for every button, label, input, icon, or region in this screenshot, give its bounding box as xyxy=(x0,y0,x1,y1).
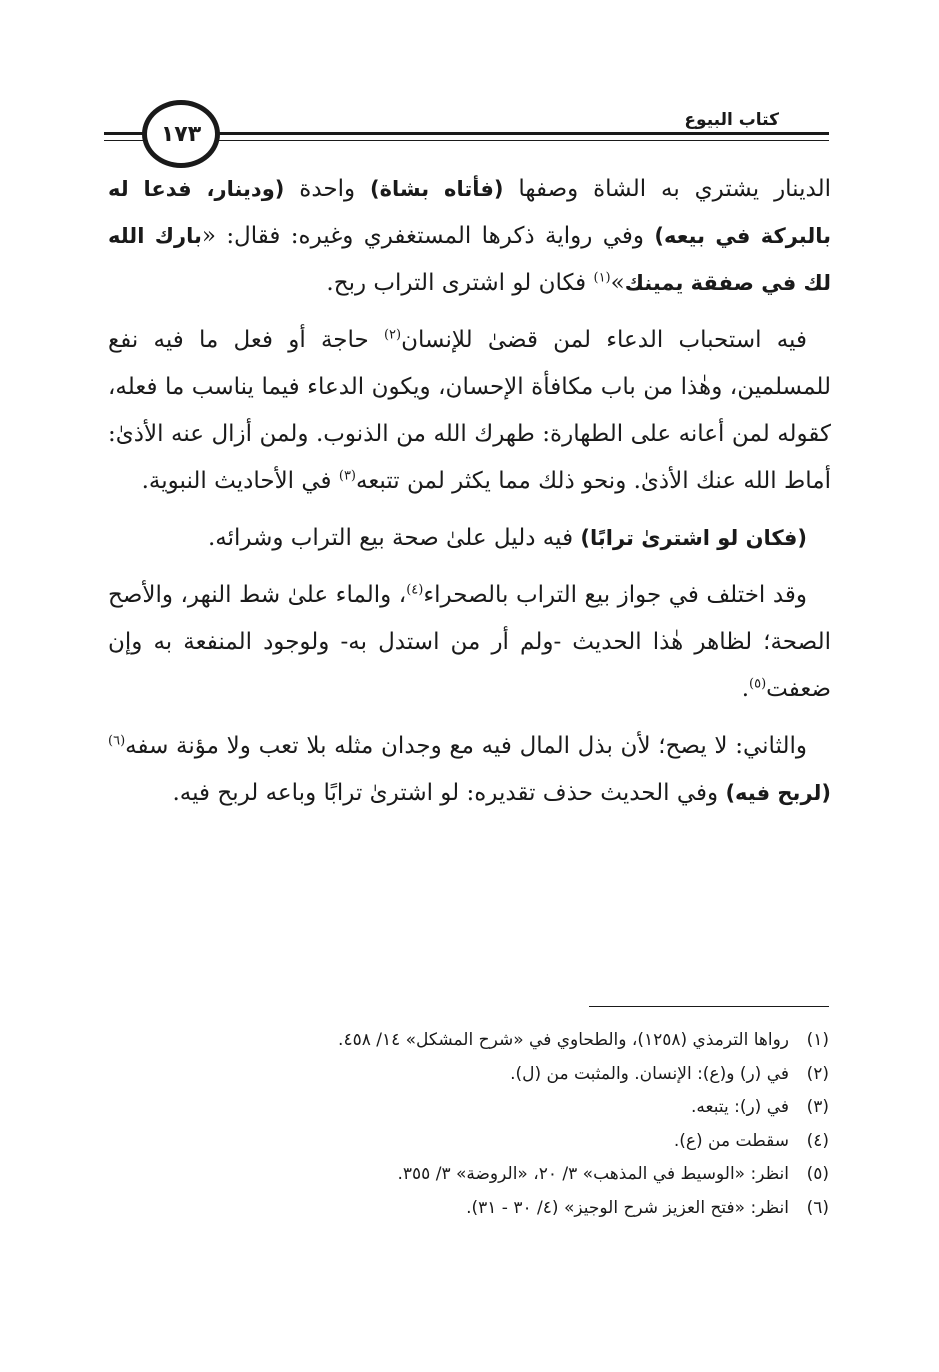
header-rule-top xyxy=(204,132,829,135)
text-span: ، والماء علىٰ شط النهر، والأصح الصحة؛ لظاهر هٰذا الحديث -ولم أر من استدل به- ولوجود المنفعة به وإن ضعفت xyxy=(108,582,831,702)
main-text xyxy=(108,166,831,827)
footnote-item xyxy=(109,1125,829,1159)
paragraph-2 xyxy=(108,317,831,505)
text-span: » xyxy=(610,270,625,296)
footnotes-list xyxy=(109,1024,829,1225)
footnote-text: انظر: «الوسيط في المذهب» ٣/ ٢٠، «الروضة» ٣/ ٣٥٥. xyxy=(397,1164,789,1184)
footnote-item xyxy=(109,1024,829,1058)
paragraph-3 xyxy=(108,515,831,562)
text-span: فيه دليل علىٰ صحة بيع التراب وشرائه. xyxy=(207,525,581,551)
bold-quote: (فكان لو اشترىٰ ترابًا) xyxy=(580,526,807,550)
text-span: فيه استحباب الدعاء لمن قضىٰ للإنسان xyxy=(401,327,807,353)
page-header xyxy=(104,98,829,170)
footnote-number: (٤) xyxy=(806,1130,829,1151)
footnote-number: (٣) xyxy=(806,1097,829,1117)
footnote-text: انظر: «فتح العزيز شرح الوجيز» (٤/ ٣٠ - ٣١). xyxy=(466,1197,789,1218)
text-span: وفي رواية ذكرها المستغفري وغيره: فقال: « xyxy=(201,223,655,249)
footnote-ref[interactable]: (٦) xyxy=(108,733,126,749)
chapter-title: كتاب البيوع xyxy=(678,110,785,130)
text-span: وقد اختلف في جواز بيع التراب بالصحراء xyxy=(423,582,807,608)
text-span: الدينار يشتري به الشاة وصفها xyxy=(503,176,831,202)
text-span: . xyxy=(741,676,749,702)
footnote-number: (٥) xyxy=(806,1164,829,1184)
text-span: في الأحاديث النبوية. xyxy=(141,468,339,494)
text-span: حاجة أو فعل ما فيه نفع للمسلمين، وهٰذا من باب مكافأة الإحسان، ويكون الدعاء فيما يناسب ما فعله، كقوله لمن أعانه على الطهارة: طهرك الله من الذنوب. ولمن أزال عنه الأذىٰ: أماط الله عنك الأذىٰ. ونحو ذلك مما يكثر لمن تتبعه xyxy=(108,327,831,494)
footnote-item xyxy=(109,1091,829,1125)
footnote-ref[interactable]: (٢) xyxy=(383,327,402,343)
text-span: وفي الحديث حذف تقديره: لو اشترىٰ ترابًا وباعه لربح فيه. xyxy=(172,780,726,806)
footnote-text: رواها الترمذي (١٢٥٨)، والطحاوي في «شرح المشكل» ١٤/ ٤٥٨. xyxy=(338,1030,789,1050)
footnote-text: سقطت من (ع). xyxy=(673,1130,789,1151)
footnote-item xyxy=(109,1058,829,1092)
footnote-item xyxy=(109,1192,829,1226)
footnote-text: في (ر): يتبعه. xyxy=(690,1097,789,1117)
footnote-number: (١) xyxy=(806,1030,829,1050)
bold-quote: (ودينار، فدعا له بالبركة في بيعه) xyxy=(108,177,831,248)
paragraph-4 xyxy=(108,572,831,713)
text-span: واحدة xyxy=(284,176,371,202)
footnote-ref[interactable]: (٥) xyxy=(749,676,767,692)
page-number: ١٧٣ xyxy=(160,121,202,147)
footnote-ref[interactable]: (١) xyxy=(593,270,611,286)
footnote-number: (٦) xyxy=(806,1197,829,1218)
bold-quote: (فأتاه بشاة) xyxy=(370,177,504,201)
footnote-ref[interactable]: (٤) xyxy=(406,582,424,598)
page-number-badge xyxy=(142,100,220,168)
bold-quote: بارك الله لك في صفقة يمينك xyxy=(108,224,831,295)
footnote-number: (٢) xyxy=(806,1063,829,1084)
bold-quote: (لربح فيه) xyxy=(725,781,831,805)
text-span: فكان لو اشترى التراب ربح. xyxy=(326,270,594,296)
footnote-text: في (ر) و(ع): الإنسان. والمثبت من (ل). xyxy=(510,1063,789,1084)
paragraph-1 xyxy=(108,166,831,307)
footnote-separator xyxy=(589,1006,829,1007)
footnote-ref[interactable]: (٣) xyxy=(338,468,356,484)
paragraph-5 xyxy=(108,723,831,817)
footnote-item xyxy=(109,1158,829,1192)
text-span: والثاني: لا يصح؛ لأن بذل المال فيه مع وجدان مثله بلا تعب ولا مؤنة سفه xyxy=(125,733,807,759)
